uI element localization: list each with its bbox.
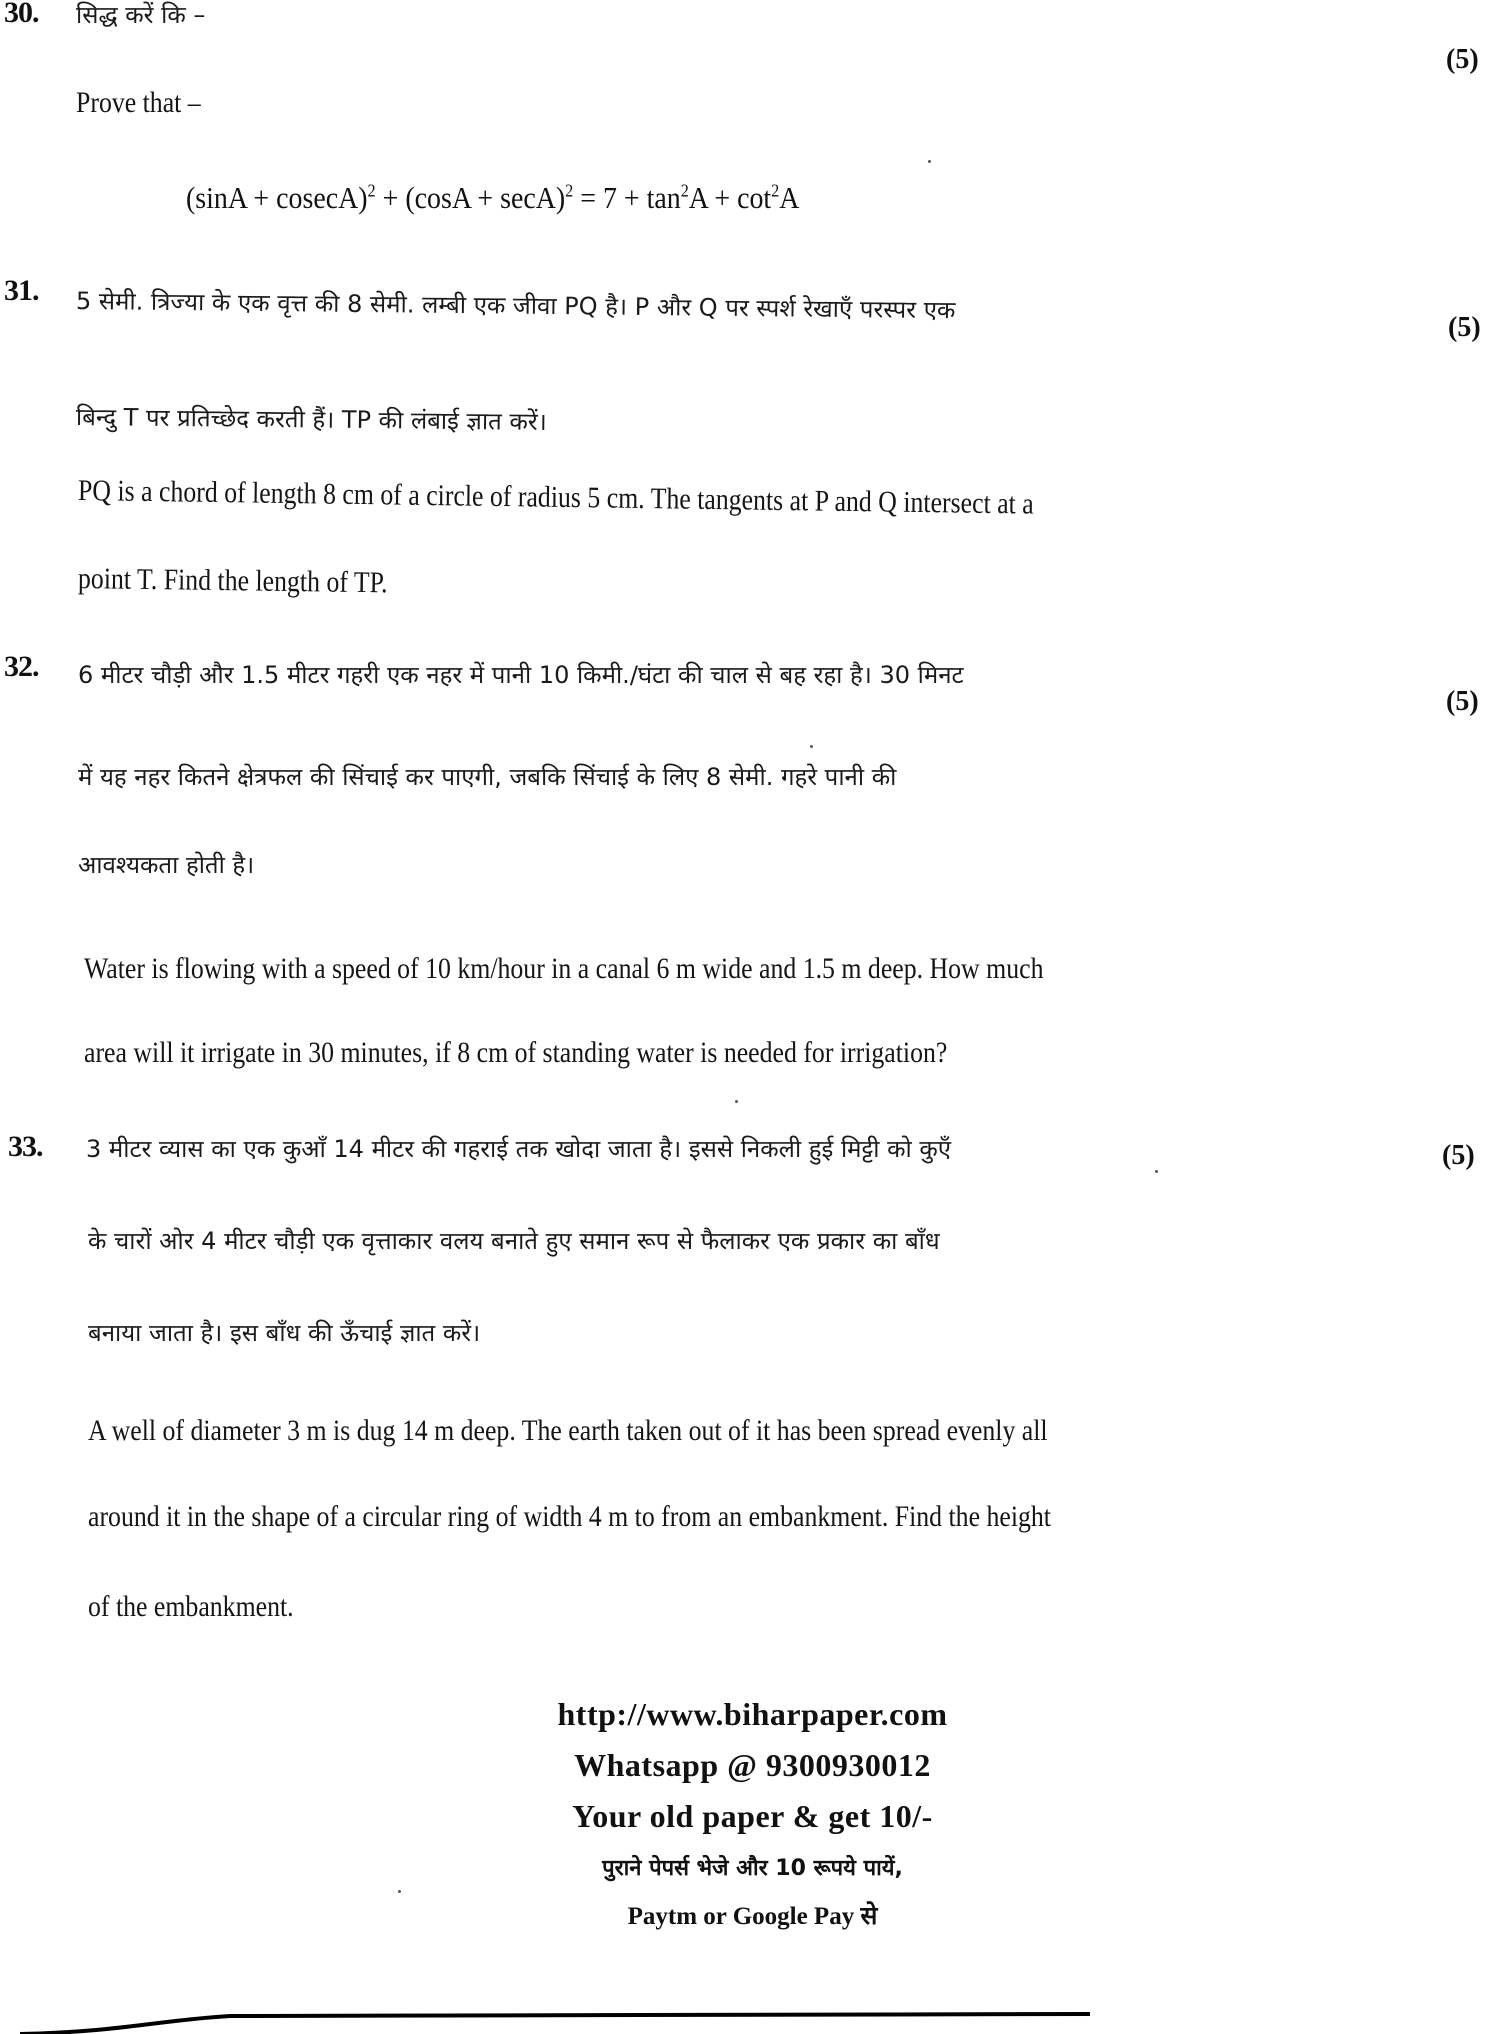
question-33-english-line-1: A well of diameter 3 m is dug 14 m deep. The earth taken out of it has been spread evenly all [88, 1414, 1048, 1447]
question-30-marks: (5) [1446, 44, 1479, 75]
scan-speck [735, 1100, 738, 1103]
question-33-marks: (5) [1442, 1140, 1475, 1171]
footer-offer-hindi: पुराने पेपर्स भेजे और 10 रूपये पायें, [602, 1856, 903, 1881]
question-32-hindi-line-1: 6 मीटर चौड़ी और 1.5 मीटर गहरी एक नहर में पानी 10 किमी./घंटा की चाल से बह रहा है। 30 मिनट [78, 661, 964, 689]
formula-rhs-a: = 7 + tan [573, 180, 681, 215]
formula-plus1: + (cosA + secA) [375, 180, 566, 215]
question-31-english-line-1: PQ is a chord of length 8 cm of a circle of radius 5 cm. The tangents at P and Q intersect at a [77, 474, 1034, 521]
footer-website-url[interactable]: http://www.biharpaper.com [557, 1696, 948, 1732]
question-33-english-line-2: around it in the shape of a circular ring of width 4 m to from an embankment. Find the height [88, 1500, 1051, 1533]
question-32-hindi-line-3: आवश्यकता होती है। [78, 851, 255, 879]
formula-exp4: 2 [771, 180, 780, 201]
question-33-hindi-line-1: 3 मीटर व्यास का एक कुआँ 14 मीटर की गहराई तक खोदा जाता है। इससे निकली हुई मिट्टी को कुएँ [86, 1135, 952, 1163]
question-30-formula [186, 180, 799, 216]
question-number-30: 30. [4, 0, 39, 29]
footer-whatsapp: Whatsapp @ 9300930012 [574, 1747, 931, 1783]
formula-exp3: 2 [680, 180, 689, 201]
question-31-english-line-2: point T. Find the length of TP. [77, 562, 388, 600]
question-number-33: 33. [8, 1130, 43, 1163]
question-33-hindi-line-2: के चारों ओर 4 मीटर चौड़ी एक वृत्ताकार वलय बनाते हुए समान रूप से फैलाकर एक प्रकार का बाँध [88, 1227, 940, 1255]
question-number-32: 32. [4, 650, 39, 683]
question-32-hindi-line-2: में यह नहर कितने क्षेत्रफल की सिंचाई कर पाएगी, जबकि सिंचाई के लिए 8 सेमी. गहरे पानी की [78, 763, 897, 791]
question-30-hindi-line-1: सिद्ध करें कि – [76, 1, 206, 29]
question-31-marks: (5) [1448, 312, 1481, 343]
formula-rhs-c: A [779, 180, 800, 215]
footer-payment: Paytm or Google Pay से [627, 1903, 878, 1930]
footer-offer: Your old paper & get 10/- [572, 1798, 933, 1834]
scan-speck [398, 1890, 401, 1893]
formula-lhs-part1: (sinA + cosecA) [186, 180, 368, 215]
bottom-rule-line [0, 2000, 1505, 2034]
question-33-english-line-3: of the embankment. [88, 1590, 294, 1623]
scan-speck [1155, 1170, 1158, 1173]
scan-speck [928, 160, 931, 163]
formula-rhs-b: A + cot [688, 180, 772, 215]
formula-exp2: 2 [565, 180, 574, 201]
question-31-hindi-line-2: बिन्दु T पर प्रतिच्छेद करती हैं। TP की लंबाई ज्ञात करें। [75, 403, 547, 436]
question-30-english-line-1: Prove that – [76, 86, 201, 119]
question-number-31: 31. [4, 274, 39, 307]
scan-speck [810, 745, 813, 748]
question-31-hindi-line-1: 5 सेमी. त्रिज्या के एक वृत्त की 8 सेमी. लम्बी एक जीवा PQ है। P और Q पर स्पर्श रेखाएँ परस्पर एक [75, 287, 956, 325]
question-33-hindi-line-3: बनाया जाता है। इस बाँध की ऊँचाई ज्ञात करें। [88, 1319, 481, 1347]
formula-exp1: 2 [367, 180, 376, 201]
question-32-marks: (5) [1446, 686, 1479, 717]
question-32-english-line-2: area will it irrigate in 30 minutes, if 8 cm of standing water is needed for irrigation? [84, 1036, 948, 1069]
question-32-english-line-1: Water is flowing with a speed of 10 km/hour in a canal 6 m wide and 1.5 m deep. How much [84, 952, 1044, 985]
